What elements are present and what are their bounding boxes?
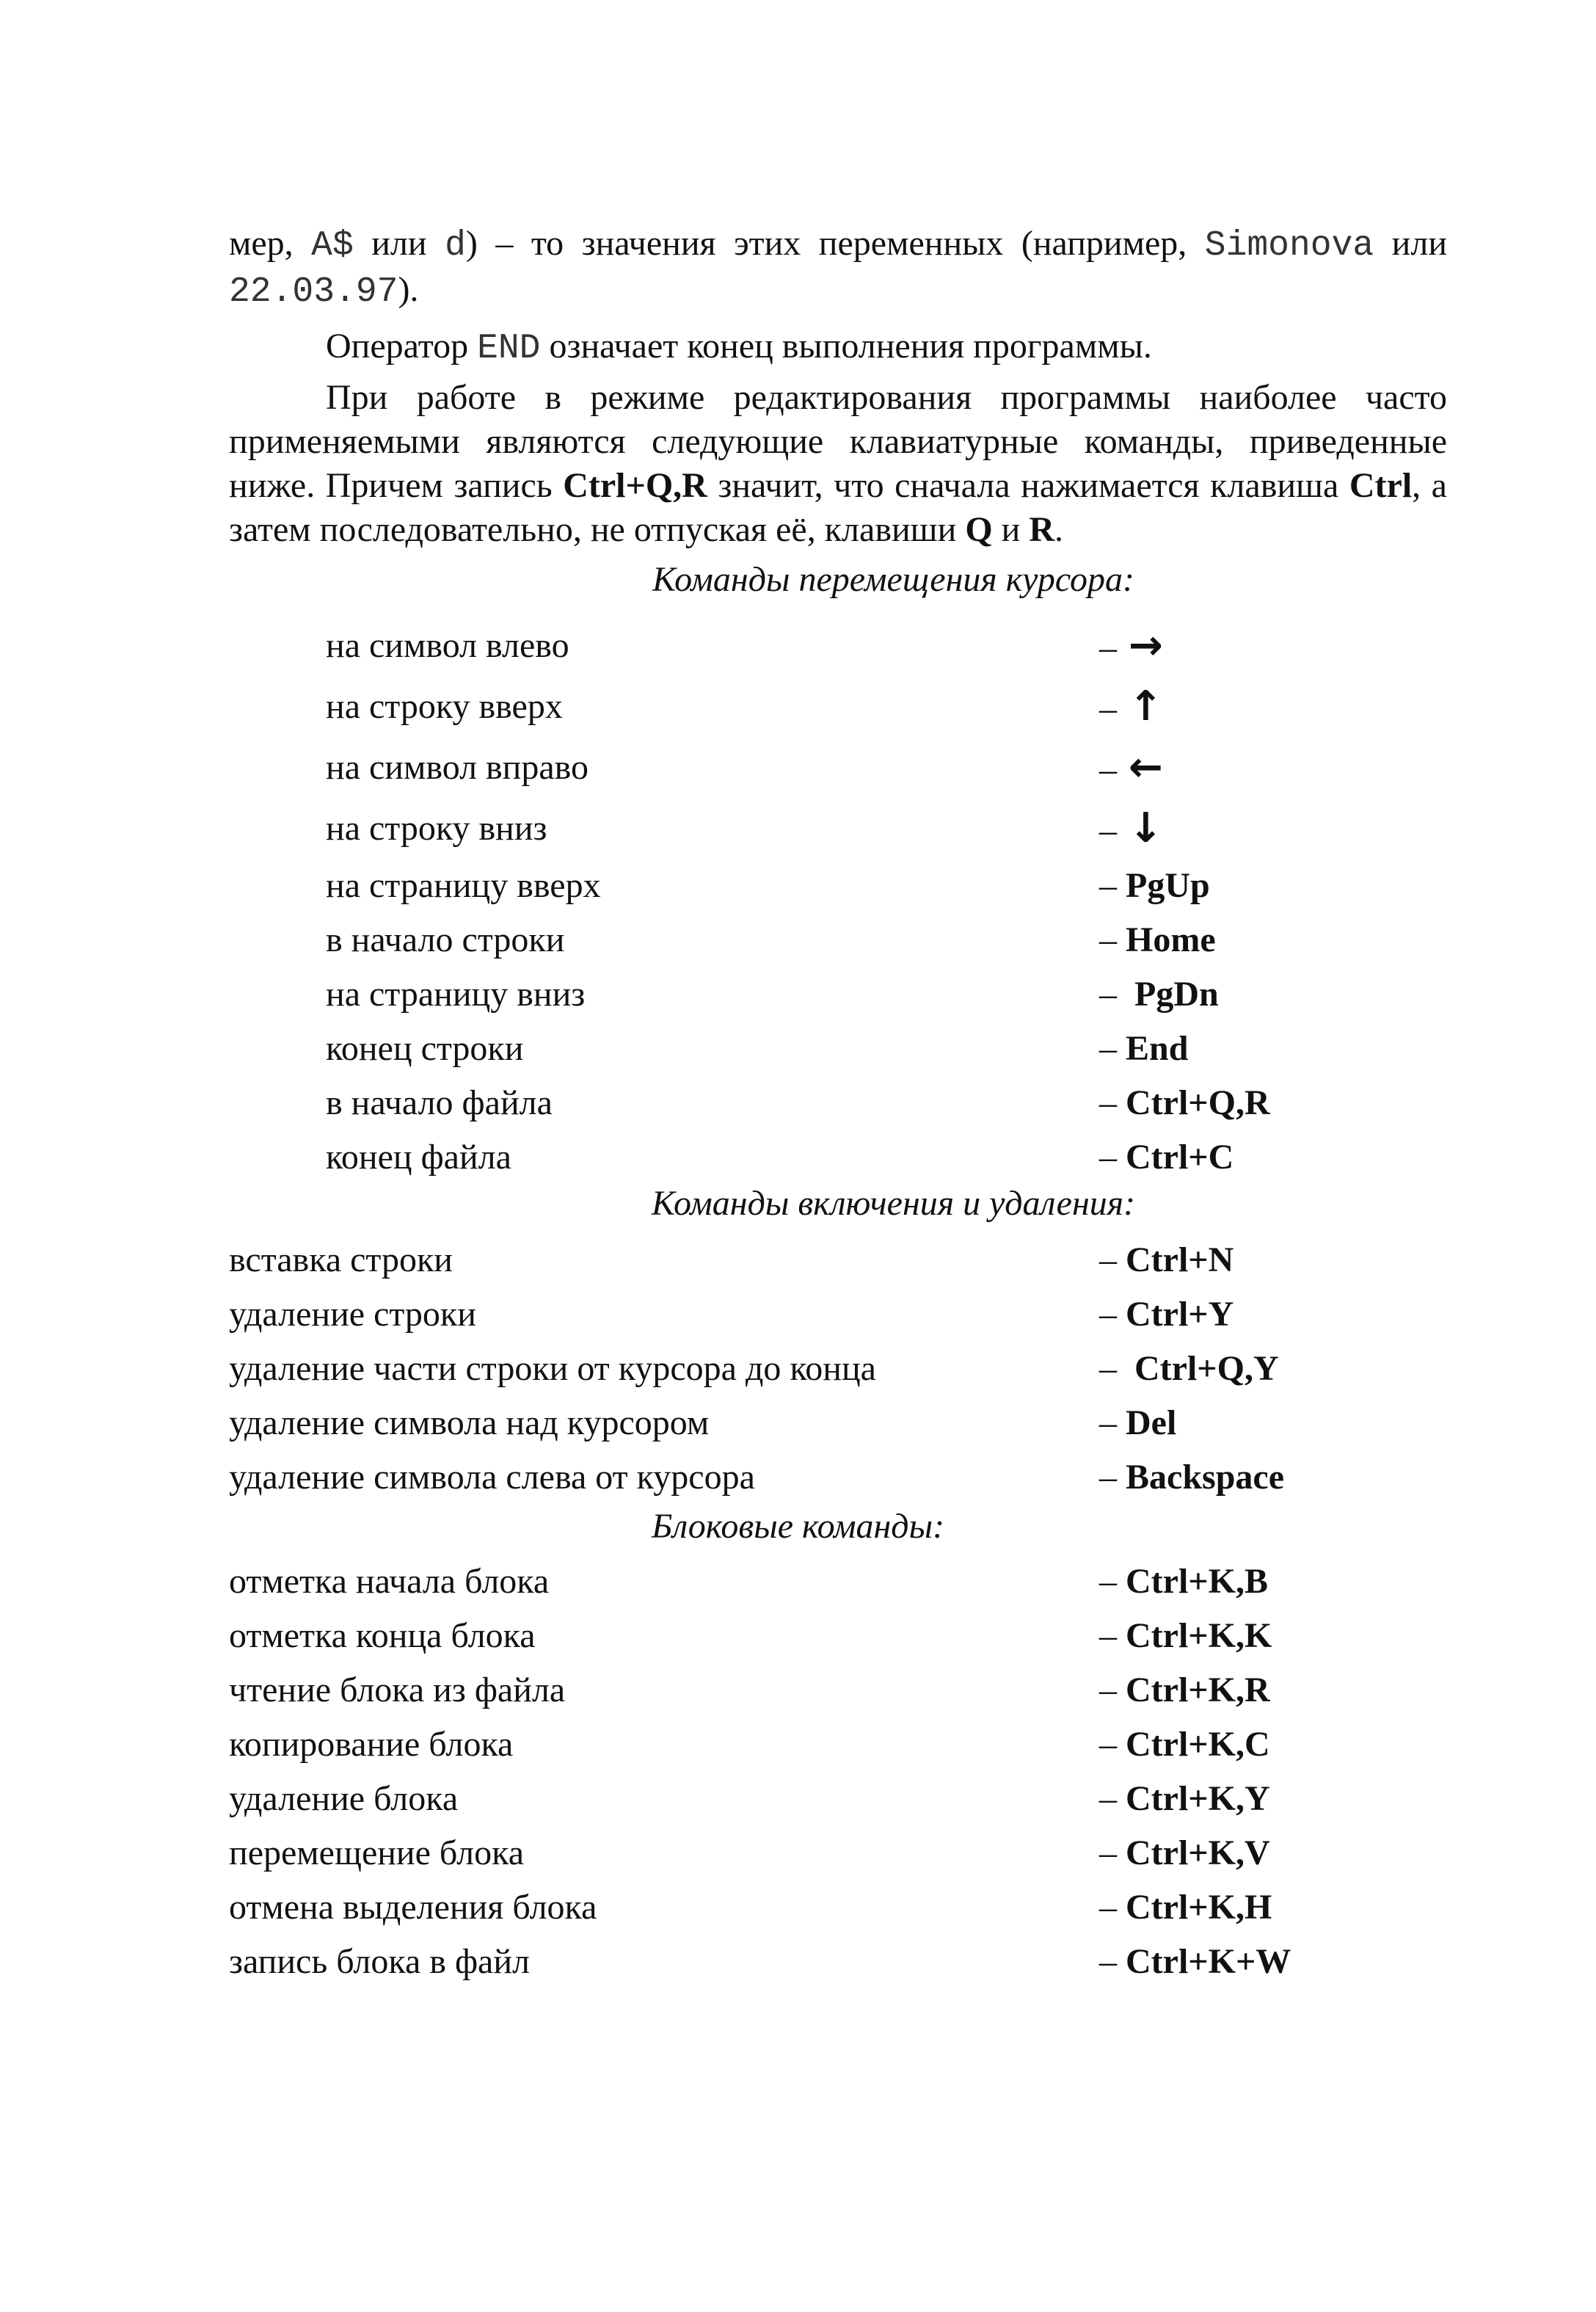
- key-name: Ctrl+K,K: [1126, 1616, 1272, 1655]
- key-name: End: [1126, 1029, 1189, 1068]
- code-date: 22.03.97: [229, 272, 398, 312]
- dash: –: [1099, 1349, 1134, 1388]
- arrow-left-icon: ←: [1129, 744, 1163, 791]
- key-ctrl: Ctrl: [1349, 466, 1413, 505]
- key-name: PgDn: [1134, 975, 1219, 1014]
- command-key: [1099, 1287, 1234, 1342]
- command-label: удаление символа слева от курсора: [229, 1458, 755, 1497]
- dash: –: [1099, 1403, 1126, 1442]
- command-label: отметка конца блока: [229, 1616, 536, 1655]
- command-key: [1099, 1663, 1270, 1717]
- heading-insert-delete-commands: Команды включения и удаления:: [651, 1184, 1136, 1223]
- code-end: END: [477, 329, 541, 368]
- key-name: Ctrl+K,V: [1126, 1833, 1270, 1872]
- key-name: Backspace: [1126, 1458, 1284, 1497]
- text: .: [1054, 510, 1064, 549]
- command-key: [1099, 798, 1163, 861]
- command-label: отмена выделения блока: [229, 1888, 597, 1927]
- command-key: [1099, 1826, 1270, 1880]
- dash: –: [1099, 920, 1126, 959]
- key-name: Ctrl+K,R: [1126, 1671, 1270, 1709]
- key-name: Ctrl+K+W: [1126, 1942, 1291, 1981]
- command-label: чтение блока из файла: [229, 1671, 566, 1709]
- dash: –: [1099, 1458, 1126, 1497]
- dash: –: [1099, 1616, 1126, 1655]
- command-key: [1099, 967, 1219, 1022]
- command-label: конец строки: [326, 1029, 524, 1068]
- text: При работе в режиме редактирования программы наиболее часто применяемыми являются следующие клавиатурные команды, приведенные ниже. Причем запись: [229, 378, 1447, 505]
- text: или: [353, 224, 445, 263]
- command-key: [1099, 1717, 1270, 1772]
- key-name: Home: [1126, 920, 1216, 959]
- command-key: [1099, 737, 1163, 800]
- command-label: на символ влево: [326, 626, 569, 665]
- key-name: Ctrl+C: [1126, 1138, 1234, 1177]
- dash: –: [1099, 750, 1126, 789]
- command-label: удаление строки: [229, 1295, 476, 1334]
- arrow-up-icon: ↑: [1129, 683, 1163, 730]
- command-key: [1099, 1342, 1279, 1396]
- command-key: [1099, 1555, 1268, 1609]
- command-label: на символ вправо: [326, 748, 589, 787]
- key-ctrl-q-r: Ctrl+Q,R: [563, 466, 707, 505]
- command-label: в начало строки: [326, 920, 565, 959]
- command-label: на страницу вверх: [326, 866, 601, 905]
- text: Оператор: [326, 327, 478, 366]
- text: и: [992, 510, 1030, 549]
- command-key: [1099, 1022, 1188, 1076]
- dash: –: [1099, 975, 1134, 1014]
- code-simonova: Simonova: [1204, 226, 1374, 266]
- key-q: Q: [965, 510, 993, 549]
- dash: –: [1099, 811, 1126, 850]
- dash: –: [1099, 1942, 1126, 1981]
- command-key: [1099, 676, 1163, 739]
- command-label: в начало файла: [326, 1083, 553, 1122]
- command-label: копирование блока: [229, 1725, 514, 1764]
- paragraph-variables-continued: [229, 222, 1447, 314]
- dash: –: [1099, 1295, 1126, 1334]
- command-key: [1099, 1935, 1291, 1989]
- dash: –: [1099, 1562, 1126, 1601]
- text: ) – то значения этих переменных (например,: [465, 224, 1205, 263]
- command-key: [1099, 1396, 1176, 1450]
- command-label: запись блока в файл: [229, 1942, 530, 1981]
- arrow-down-icon: ↓: [1129, 804, 1163, 852]
- dash: –: [1099, 689, 1126, 728]
- heading-cursor-commands: Команды перемещения курсора:: [652, 560, 1134, 599]
- dash: –: [1099, 1083, 1126, 1122]
- text: означает конец выполнения программы.: [540, 327, 1152, 366]
- key-name: Ctrl+Q,Y: [1134, 1349, 1279, 1388]
- key-r: R: [1029, 510, 1055, 549]
- key-name: Ctrl+K,H: [1126, 1888, 1272, 1927]
- command-label: удаление блока: [229, 1779, 459, 1818]
- command-label: удаление части строки от курсора до конца: [229, 1349, 876, 1388]
- dash: –: [1099, 1671, 1126, 1709]
- command-key: [1099, 1772, 1270, 1826]
- dash: –: [1099, 866, 1126, 905]
- key-name: Del: [1126, 1403, 1177, 1442]
- dash: –: [1099, 628, 1126, 667]
- dash: –: [1099, 1888, 1126, 1927]
- command-key: [1099, 615, 1163, 678]
- command-key: [1099, 1076, 1270, 1130]
- text: мер,: [229, 224, 312, 263]
- code-d: d: [445, 226, 466, 266]
- command-label: вставка строки: [229, 1240, 453, 1279]
- command-key: [1099, 1450, 1284, 1505]
- dash: –: [1099, 1029, 1126, 1068]
- key-name: Ctrl+K,C: [1126, 1725, 1270, 1764]
- command-key: [1099, 859, 1210, 913]
- command-key: [1099, 1130, 1234, 1185]
- command-key: [1099, 1233, 1234, 1287]
- key-name: Ctrl+K,B: [1126, 1562, 1268, 1601]
- text: ).: [398, 270, 419, 309]
- dash: –: [1099, 1833, 1126, 1872]
- dash: –: [1099, 1779, 1126, 1818]
- code-a-dollar: A$: [311, 226, 354, 266]
- key-name: Ctrl+K,Y: [1126, 1779, 1270, 1818]
- key-name: PgUp: [1126, 866, 1210, 905]
- command-key: [1099, 913, 1216, 967]
- command-key: [1099, 1609, 1272, 1663]
- text: или: [1374, 224, 1448, 263]
- command-key: [1099, 1880, 1272, 1935]
- command-label: на строку вверх: [326, 687, 563, 726]
- command-label: на страницу вниз: [326, 975, 586, 1014]
- text: значит, что сначала нажимается клавиша: [707, 466, 1349, 505]
- key-name: Ctrl+Q,R: [1126, 1083, 1270, 1122]
- command-label: конец файла: [326, 1138, 511, 1177]
- command-label: на строку вниз: [326, 809, 547, 848]
- command-label: отметка начала блока: [229, 1562, 550, 1601]
- key-name: Ctrl+N: [1126, 1240, 1234, 1279]
- paragraph-end-operator: [229, 324, 1447, 371]
- heading-block-commands: Блоковые команды:: [651, 1507, 945, 1546]
- text: , а затем последовательно, не отпуская её, клавиши: [229, 466, 1447, 549]
- key-name: Ctrl+Y: [1126, 1295, 1234, 1334]
- command-label: перемещение блока: [229, 1833, 524, 1872]
- dash: –: [1099, 1240, 1126, 1279]
- command-label: удаление символа над курсором: [229, 1403, 710, 1442]
- dash: –: [1099, 1725, 1126, 1764]
- dash: –: [1099, 1138, 1126, 1177]
- arrow-right-icon: →: [1129, 622, 1163, 669]
- paragraph-keyboard-intro: [229, 376, 1447, 552]
